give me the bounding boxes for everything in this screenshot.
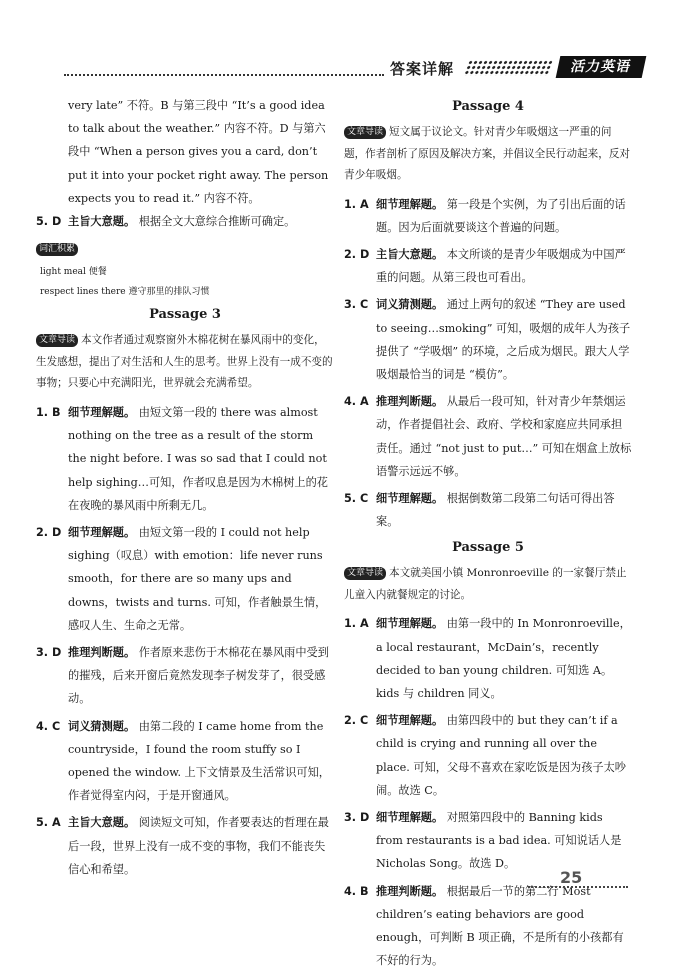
item-answer: D xyxy=(359,247,370,261)
item-number: 4. xyxy=(344,395,357,409)
item-answer: A xyxy=(359,617,369,631)
item-number: 4. xyxy=(344,884,357,898)
page-number-rule xyxy=(528,886,628,888)
vocab-entry: light meal 便餐 xyxy=(40,267,107,278)
summary-text: 本文作者通过观察窗外木棉花树在暴风雨中的变化，生发感想，提出了对生活和人生的思考。世界上没有一成不变的事物；只要心中充满阳光，世界就会充满希望。 xyxy=(36,334,333,390)
question-type: 细节理解题。 xyxy=(376,714,444,728)
item-answer: A xyxy=(359,197,369,211)
explanation: 由第二段的 I came home from the countryside，I found the room stuffy so I opened the window. 上下文情景及生活常识可知，作者觉得室内闷，于是开窗通风。 xyxy=(68,719,330,803)
passage-title: Passage 4 xyxy=(452,99,524,114)
explanation: 根据倒数第二段第二句话可得出答案。 xyxy=(376,491,615,529)
summary-badge: 文章导读 xyxy=(344,126,386,139)
header-dot-pattern xyxy=(463,60,553,76)
vocab-entry: respect lines there 遵守那里的排队习惯 xyxy=(40,287,210,298)
item-number: 3. xyxy=(344,810,357,824)
explanation: 由第四段中的 but they can’t if a child is crying and running all over the place. 可知，父母不喜欢在家吃饭是因为孩子太吵闹。故选 C。 xyxy=(376,714,626,797)
question-type: 推理判断题。 xyxy=(68,645,136,659)
page-header xyxy=(64,56,633,82)
item-number: 2. xyxy=(344,247,357,261)
answer-item xyxy=(36,401,334,517)
question-type: 细节理解题。 xyxy=(68,525,136,539)
item-number: 5. xyxy=(344,491,357,505)
question-type: 主旨大意题。 xyxy=(68,215,136,229)
explanation: 由短文第一段的 I could not help sighing（叹息）with emotion：life never runs smooth，for there are so many ups and downs，twists and turns. 可知，作者触景生情，感叹人生、生命之无常。 xyxy=(68,525,327,632)
question-type: 细节理解题。 xyxy=(376,617,444,631)
explanation: 对照第四段中的 Banning kids from restaurants is a bad idea. 可知说话人是 Nicholas Song。故选 D。 xyxy=(376,810,622,871)
question-type: 主旨大意题。 xyxy=(68,816,136,830)
item-answer: D xyxy=(359,810,370,824)
item-number: 1. xyxy=(344,197,357,211)
answer-item xyxy=(344,612,632,705)
explanation: 根据最后一节的第二行 Most children’s eating behaviors are good enough，可判断 B 项正确，不是所有的小孩都有不好的行为。 xyxy=(376,884,624,968)
question-type: 细节理解题。 xyxy=(376,491,444,505)
answer-item xyxy=(344,880,632,973)
item-number: 4. xyxy=(36,719,49,733)
answer-item xyxy=(344,487,632,533)
item-answer: D xyxy=(51,645,62,659)
item-number: 5. xyxy=(36,215,49,229)
item-number: 2. xyxy=(36,525,49,539)
answer-item xyxy=(344,709,632,802)
explanation: 从最后一段可知，针对青少年禁烟运动，作者提倡社会、政府、学校和家庭应共同承担责任。通过 “not just to put…” 可知在烟盒上放标语警示远远不够。 xyxy=(376,395,632,478)
explanation: 根据全文大意综合推断可确定。 xyxy=(138,215,296,229)
header-dotted-rule xyxy=(64,74,384,76)
answer-item xyxy=(36,715,334,808)
summary-badge: 文章导读 xyxy=(344,567,386,580)
question-type: 细节理解题。 xyxy=(376,810,444,824)
item-answer: C xyxy=(51,719,61,733)
header-series-label: 活力英语 xyxy=(556,56,647,78)
question-type: 推理判断题。 xyxy=(376,395,444,409)
item-number: 3. xyxy=(344,298,357,312)
explanation: 作者原来悲伤于木棉花在暴风雨中受到的摧残，后来开窗后竟然发现李子树发芽了，很受感动。 xyxy=(68,645,329,706)
passage-title: Passage 3 xyxy=(149,307,221,323)
item-answer: C xyxy=(359,491,369,505)
item-number: 1. xyxy=(36,405,49,419)
item-number: 1. xyxy=(344,617,357,631)
explanation: 通过上两句的叙述 “They are used to seeing…smoking” 可知，吸烟的成年人为孩子提供了 “学吸烟” 的环境，之后成为烟民。跟大人学吸烟最恰当的词是 “模仿”。 xyxy=(376,298,631,381)
answer-item xyxy=(344,243,632,289)
answer-item xyxy=(344,293,632,386)
page-number: 25 xyxy=(560,868,583,887)
right-column xyxy=(344,94,632,976)
left-column xyxy=(36,94,334,885)
item-answer: B xyxy=(359,884,369,898)
item-answer: B xyxy=(51,405,61,419)
question-type: 词义猜测题。 xyxy=(376,298,444,312)
summary-text: 短文属于议论文。针对青少年吸烟这一严重的问题，作者剖析了原因及解决方案，并倡议全民行动起来，反对青少年吸烟。 xyxy=(344,126,631,181)
item-answer: A xyxy=(51,816,61,830)
item-number: 2. xyxy=(344,714,357,728)
explanation: 由第一段中的 In Monronroeville，a local restaurant，McDain’s，recently decided to ban young children. 可知选 A。kids 与 children 同义。 xyxy=(376,617,631,700)
passage-summary xyxy=(36,330,334,395)
vocab-badge: 词汇积累 xyxy=(36,243,78,256)
answer-item xyxy=(36,641,334,711)
question-type: 主旨大意题。 xyxy=(376,247,444,261)
passage-summary xyxy=(344,122,632,187)
item-number: 5. xyxy=(36,816,49,830)
question-type: 细节理解题。 xyxy=(68,405,136,419)
item-answer: D xyxy=(51,525,62,539)
answer-item xyxy=(36,521,334,637)
item-answer: D xyxy=(51,215,62,229)
header-title: 答案详解 xyxy=(390,60,455,78)
summary-text: 本文就美国小镇 Monronroeville 的一家餐厅禁止儿童入内就餐规定的讨论。 xyxy=(344,567,627,601)
answer-item xyxy=(36,811,334,881)
explanation: 由短文第一段的 there was almost nothing on the tree as a result of the storm the night before. I was so sad that I could not help sighing…可知，作者叹息是因为木棉树上的花在夜晚的暴风雨中所剩无几。 xyxy=(68,405,328,512)
explanation: 第一段是个实例，为了引出后面的话题。因为后面就要谈这个普遍的问题。 xyxy=(376,197,626,234)
item-answer: C xyxy=(359,714,369,728)
vocab-heading-wrap xyxy=(36,237,334,260)
summary-badge: 文章导读 xyxy=(36,334,78,347)
answer-item xyxy=(344,193,632,239)
item-answer: A xyxy=(359,395,369,409)
continued-answer: very late” 不符。B 与第三段中 “It’s a good idea to talk about the weather.” 内容不符。D 与第六段中 “When a person gives you a card, don’t put it into your pocket right away. The person expects you to read it.” 内容不符。 xyxy=(68,99,329,205)
question-type: 推理判断题。 xyxy=(376,884,444,898)
answer-item xyxy=(36,210,334,233)
answer-item xyxy=(344,806,632,876)
passage-summary xyxy=(344,563,632,606)
item-number: 3. xyxy=(36,645,49,659)
item-answer: C xyxy=(359,298,369,312)
question-type: 词义猜测题。 xyxy=(68,719,136,733)
explanation: 阅读短文可知，作者要表达的哲理在最后一段，世界上没有一成不变的事物，我们不能丧失信心和希望。 xyxy=(68,816,329,876)
explanation: 本文所谈的是青少年吸烟成为中国严重的问题。从第三段也可看出。 xyxy=(376,247,626,285)
passage-title: Passage 5 xyxy=(452,540,524,556)
question-type: 细节理解题。 xyxy=(376,197,444,211)
answer-item xyxy=(344,390,632,483)
